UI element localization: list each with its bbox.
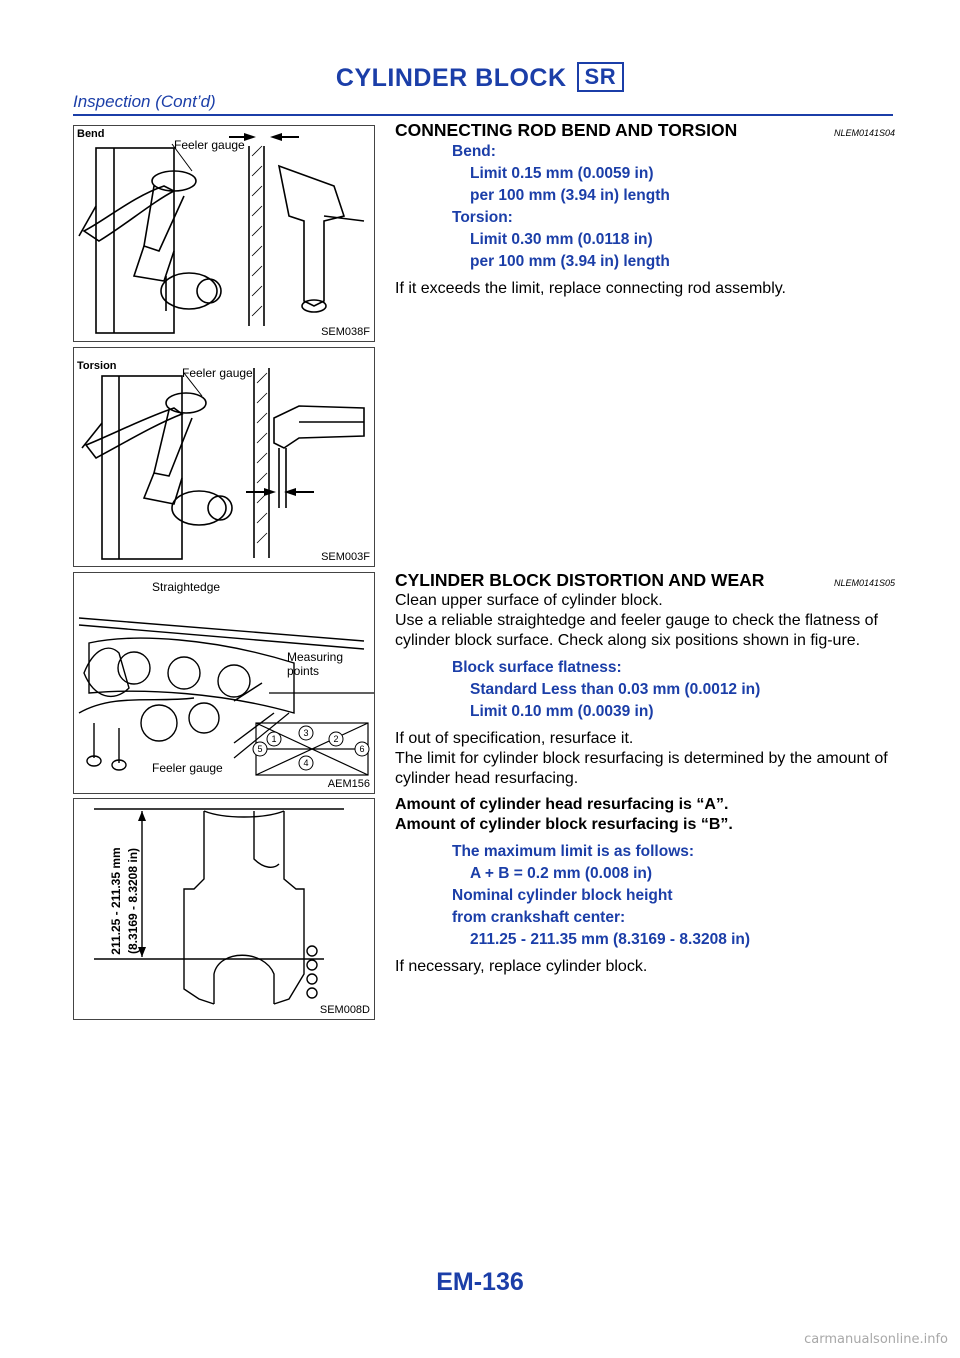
torsion-length: per 100 mm (3.94 in) length [470,253,670,270]
torsion-figure-label: Feeler gauge [182,366,253,380]
height-dimension-mm: 211.25 - 211.35 mm [109,847,123,955]
flatness-label: Block surface flatness: [452,659,622,676]
max-limit-label: The maximum limit is as follows: [452,843,695,860]
section1-title-text: CONNECTING ROD BEND AND TORSION [395,120,738,140]
figure-code-height: SEM008D [319,1004,370,1016]
bend-figure-title: Bend [77,128,105,140]
figure-code-torsion: SEM003F [321,551,370,563]
torsion-figure-title: Torsion [77,360,117,372]
section2-p7: If necessary, replace cylinder block. [395,958,648,975]
section1-note: If it exceeds the limit, replace connecting rod assembly. [395,280,786,297]
torsion-limit: Limit 0.30 mm (0.0118 in) [470,231,653,248]
nominal-height-label1: Nominal cylinder block height [452,887,673,904]
nominal-height-label2: from crankshaft center: [452,909,626,926]
point-2: 2 [333,734,339,744]
bend-limit: Limit 0.15 mm (0.0059 in) [470,165,654,182]
page-title-text: CYLINDER BLOCK [335,64,567,92]
point-6: 6 [359,744,365,754]
section1-title [395,120,895,141]
point-4: 4 [303,758,309,768]
measuring-label-line1: Measuring [287,650,344,664]
header-rule [73,114,893,116]
section-distortion [395,570,895,977]
section2-p3: If out of specification, resurface it. [395,730,634,747]
section2-p2: Use a reliable straightedge and feeler gauge to check the flatness of cylinder block surface. Check along six positions shown in fig-ure. [395,612,878,649]
watermark: carmanualsonline.info [804,1332,948,1347]
page-title [0,62,960,93]
measuring-label-line2: points [287,664,320,678]
section2-p4: The limit for cylinder block resurfacing is determined by the amount of cylinder head resurfacing. [395,750,888,787]
max-limit-value: A + B = 0.2 mm (0.008 in) [470,865,653,882]
page-subtitle: Inspection (Cont’d) [73,92,216,111]
flatness-limit: Limit 0.10 mm (0.0039 in) [470,703,654,720]
straightedge-label: Straightedge [152,580,221,594]
distortion-illustration [74,573,374,793]
figure-block-height [73,798,375,1020]
point-5: 5 [257,744,263,754]
section2-ref: NLEM0141S05 [833,578,895,588]
point-1: 1 [271,734,277,744]
feeler-gauge-label: Feeler gauge [152,761,223,775]
bend-label: Bend: [452,143,496,160]
figure-code-bend: SEM038F [321,326,370,338]
section2-title [395,570,895,591]
nominal-height-value: 211.25 - 211.35 mm (8.3169 - 8.3208 in) [470,931,751,948]
bend-length: per 100 mm (3.94 in) length [470,187,670,204]
section-connecting-rod [395,120,895,299]
figure-torsion [73,347,375,567]
torsion-illustration [74,348,374,566]
point-3: 3 [303,728,309,738]
figure-distortion [73,572,375,794]
page-number: EM-136 [436,1268,524,1296]
section2-p5: Amount of cylinder head resurfacing is “A”. [395,796,729,813]
figure-bend [73,125,375,342]
bend-illustration [74,126,374,341]
bend-figure-label: Feeler gauge [174,138,245,152]
section2-p1: Clean upper surface of cylinder block. [395,592,663,609]
flatness-standard: Standard Less than 0.03 mm (0.0012 in) [470,681,761,698]
height-dimension-in: (8.3169 - 8.3208 in) [126,847,140,955]
section2-title-text: CYLINDER BLOCK DISTORTION AND WEAR [395,570,765,590]
section2-p6: Amount of cylinder block resurfacing is “B”. [395,816,733,833]
section-badge: SR [577,62,625,92]
section1-ref: NLEM0141S04 [833,128,895,138]
figure-code-distortion: AEM156 [327,778,370,790]
torsion-label: Torsion: [452,209,513,226]
